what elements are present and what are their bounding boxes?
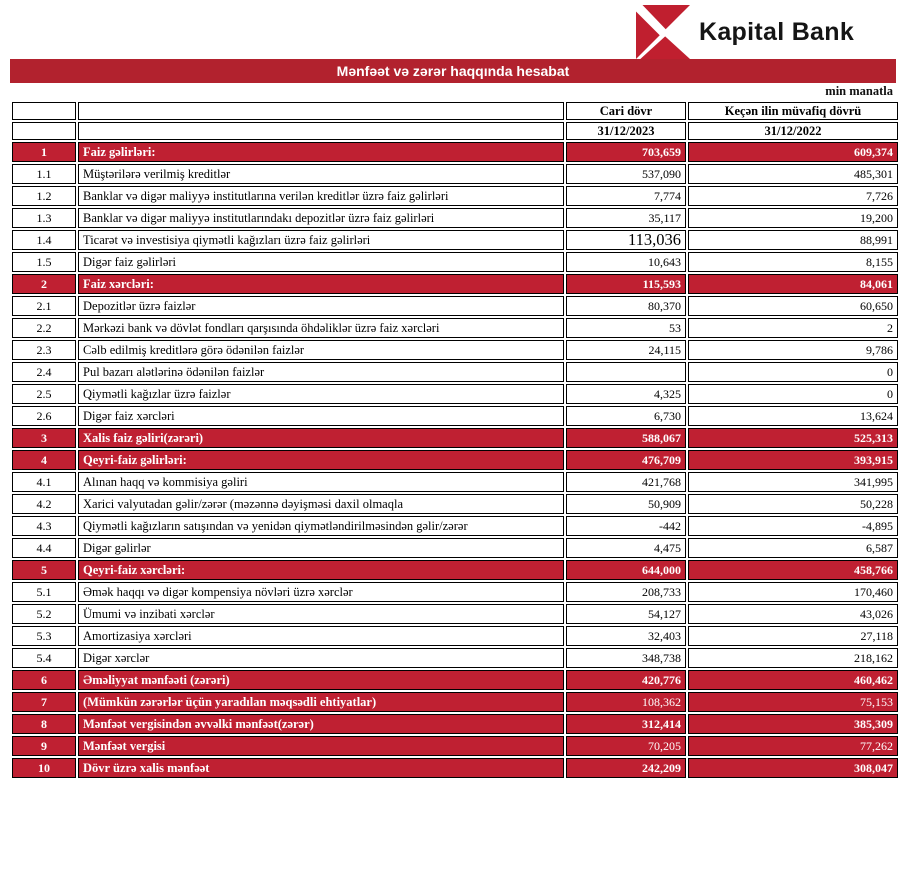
row-number: 2.5 (12, 384, 76, 404)
row-label: Ümumi və inzibati xərclər (78, 604, 564, 624)
value-previous: 27,118 (688, 626, 898, 646)
table-row (12, 340, 898, 360)
row-number: 4.2 (12, 494, 76, 514)
value-previous: 8,155 (688, 252, 898, 272)
value-previous: 7,726 (688, 186, 898, 206)
value-previous: 77,262 (688, 736, 898, 756)
value-current: 10,643 (566, 252, 686, 272)
table-row (12, 670, 898, 690)
value-current: 476,709 (566, 450, 686, 470)
row-label: Cəlb edilmiş kreditlərə görə ödənilən faizlər (78, 340, 564, 360)
value-previous: 88,991 (688, 230, 898, 250)
row-label: Mənfəət vergisindən əvvəlki mənfəət(zərər) (78, 714, 564, 734)
pl-table (10, 100, 900, 780)
header-row-dates (12, 122, 898, 140)
table-row (12, 758, 898, 778)
table-row (12, 450, 898, 470)
value-current: 348,738 (566, 648, 686, 668)
brand-name: Kapital Bank (699, 17, 855, 46)
value-previous: 19,200 (688, 208, 898, 228)
row-label: Digər faiz xərcləri (78, 406, 564, 426)
value-current: 70,205 (566, 736, 686, 756)
col-header-current-date: 31/12/2023 (566, 122, 686, 140)
row-label: Qiymətli kağızların satışından və yenidən qiymətləndirilməsindən gəlir/zərər (78, 516, 564, 536)
row-label: Ticarət və investisiya qiymətli kağızları üzrə faiz gəlirləri (78, 230, 564, 250)
row-label: Pul bazarı alətlərinə ödənilən faizlər (78, 362, 564, 382)
value-previous: 9,786 (688, 340, 898, 360)
value-previous: 341,995 (688, 472, 898, 492)
value-previous: 13,624 (688, 406, 898, 426)
table-row (12, 318, 898, 338)
table-row (12, 714, 898, 734)
row-label: Mərkəzi bank və dövlət fondları qarşısında öhdəliklər üzrə faiz xərcləri (78, 318, 564, 338)
value-current: 644,000 (566, 560, 686, 580)
value-previous: 393,915 (688, 450, 898, 470)
row-label: Xalis faiz gəliri(zərəri) (78, 428, 564, 448)
value-previous: 6,587 (688, 538, 898, 558)
value-current: -442 (566, 516, 686, 536)
value-previous: 0 (688, 384, 898, 404)
value-previous: 170,460 (688, 582, 898, 602)
table-row (12, 428, 898, 448)
table-row (12, 604, 898, 624)
row-label: Dövr üzrə xalis mənfəət (78, 758, 564, 778)
header-empty-cell (78, 122, 564, 140)
col-header-current-period: Cari dövr (566, 102, 686, 120)
value-current: 312,414 (566, 714, 686, 734)
row-label: Qiymətli kağızlar üzrə faizlər (78, 384, 564, 404)
pl-table-body (12, 142, 898, 778)
unit-note: min manatla (825, 84, 893, 98)
value-previous: 609,374 (688, 142, 898, 162)
row-label: Amortizasiya xərcləri (78, 626, 564, 646)
col-header-previous-date: 31/12/2022 (688, 122, 898, 140)
row-number: 1.4 (12, 230, 76, 250)
col-header-previous-period: Keçən ilin müvafiq dövrü (688, 102, 898, 120)
row-number: 2.2 (12, 318, 76, 338)
table-row (12, 736, 898, 756)
value-current: 588,067 (566, 428, 686, 448)
row-label: (Mümkün zərərlər üçün yaradılan məqsədli ehtiyatlar) (78, 692, 564, 712)
table-row (12, 252, 898, 272)
row-number: 2.3 (12, 340, 76, 360)
row-label: Digər faiz gəlirləri (78, 252, 564, 272)
value-previous: 0 (688, 362, 898, 382)
row-label: Banklar və digər maliyyə institutlarındakı depozitlər üzrə faiz gəlirləri (78, 208, 564, 228)
row-label: Faiz xərcləri: (78, 274, 564, 294)
value-previous: 43,026 (688, 604, 898, 624)
value-current: 703,659 (566, 142, 686, 162)
row-label: Müştərilərə verilmiş kreditlər (78, 164, 564, 184)
row-label: Alınan haqq və kommisiya gəliri (78, 472, 564, 492)
row-label: Mənfəət vergisi (78, 736, 564, 756)
row-label: Digər gəlirlər (78, 538, 564, 558)
row-number: 5 (12, 560, 76, 580)
row-number: 4 (12, 450, 76, 470)
row-label: Əməliyyat mənfəəti (zərəri) (78, 670, 564, 690)
row-label: Banklar və digər maliyyə institutlarına verilən kreditlər üzrə faiz gəlirləri (78, 186, 564, 206)
value-previous: -4,895 (688, 516, 898, 536)
brand-header (636, 4, 854, 60)
value-previous: 84,061 (688, 274, 898, 294)
row-number: 6 (12, 670, 76, 690)
table-row (12, 582, 898, 602)
row-number: 2 (12, 274, 76, 294)
table-row (12, 164, 898, 184)
row-number: 1.2 (12, 186, 76, 206)
row-number: 2.4 (12, 362, 76, 382)
row-number: 4.4 (12, 538, 76, 558)
row-number: 2.1 (12, 296, 76, 316)
header-empty-cell (12, 102, 76, 120)
value-current: 53 (566, 318, 686, 338)
row-label: Qeyri-faiz xərcləri: (78, 560, 564, 580)
table-row (12, 692, 898, 712)
row-label: Faiz gəlirləri: (78, 142, 564, 162)
row-number: 1.3 (12, 208, 76, 228)
value-current: 537,090 (566, 164, 686, 184)
row-label: Xarici valyutadan gəlir/zərər (məzənnə dəyişməsi daxil olmaqla (78, 494, 564, 514)
value-current: 421,768 (566, 472, 686, 492)
value-previous: 525,313 (688, 428, 898, 448)
value-current: 7,774 (566, 186, 686, 206)
report-title-banner (10, 59, 896, 83)
row-number: 4.3 (12, 516, 76, 536)
value-current: 4,475 (566, 538, 686, 558)
row-number: 5.2 (12, 604, 76, 624)
table-row (12, 626, 898, 646)
value-previous: 458,766 (688, 560, 898, 580)
table-row (12, 384, 898, 404)
value-current: 108,362 (566, 692, 686, 712)
table-row (12, 538, 898, 558)
table-row (12, 274, 898, 294)
value-previous: 2 (688, 318, 898, 338)
value-current: 113,036 (566, 230, 686, 250)
table-row (12, 208, 898, 228)
table-row (12, 560, 898, 580)
row-number: 8 (12, 714, 76, 734)
value-current: 80,370 (566, 296, 686, 316)
value-current: 208,733 (566, 582, 686, 602)
row-number: 3 (12, 428, 76, 448)
table-row (12, 516, 898, 536)
value-previous: 50,228 (688, 494, 898, 514)
row-number: 1 (12, 142, 76, 162)
table-row (12, 648, 898, 668)
table-row (12, 362, 898, 382)
row-label: Digər xərclər (78, 648, 564, 668)
table-row (12, 142, 898, 162)
row-number: 4.1 (12, 472, 76, 492)
value-previous: 218,162 (688, 648, 898, 668)
row-label: Əmək haqqı və digər kompensiya növləri üzrə xərclər (78, 582, 564, 602)
value-current: 50,909 (566, 494, 686, 514)
value-previous: 485,301 (688, 164, 898, 184)
value-previous: 460,462 (688, 670, 898, 690)
value-current: 420,776 (566, 670, 686, 690)
row-number: 2.6 (12, 406, 76, 426)
row-number: 5.3 (12, 626, 76, 646)
value-current: 24,115 (566, 340, 686, 360)
table-row (12, 296, 898, 316)
value-previous: 75,153 (688, 692, 898, 712)
row-label: Depozitlər üzrə faizlər (78, 296, 564, 316)
value-previous: 60,650 (688, 296, 898, 316)
row-number: 9 (12, 736, 76, 756)
row-number: 10 (12, 758, 76, 778)
table-row (12, 472, 898, 492)
value-current: 242,209 (566, 758, 686, 778)
row-label: Qeyri-faiz gəlirləri: (78, 450, 564, 470)
value-current: 35,117 (566, 208, 686, 228)
row-number: 5.4 (12, 648, 76, 668)
header-empty-cell (78, 102, 564, 120)
value-current: 32,403 (566, 626, 686, 646)
row-number: 5.1 (12, 582, 76, 602)
row-number: 1.1 (12, 164, 76, 184)
table-row (12, 186, 898, 206)
value-current: 115,593 (566, 274, 686, 294)
table-row (12, 406, 898, 426)
value-current (566, 362, 686, 382)
header-empty-cell (12, 122, 76, 140)
kapital-bank-logo-icon (636, 5, 690, 59)
table-row (12, 494, 898, 514)
value-current: 54,127 (566, 604, 686, 624)
row-number: 1.5 (12, 252, 76, 272)
value-previous: 385,309 (688, 714, 898, 734)
value-current: 6,730 (566, 406, 686, 426)
value-current: 4,325 (566, 384, 686, 404)
row-number: 7 (12, 692, 76, 712)
header-row-period (12, 102, 898, 120)
value-previous: 308,047 (688, 758, 898, 778)
report-title: Mənfəət və zərər haqqında hesabat (336, 63, 570, 79)
table-row (12, 230, 898, 250)
